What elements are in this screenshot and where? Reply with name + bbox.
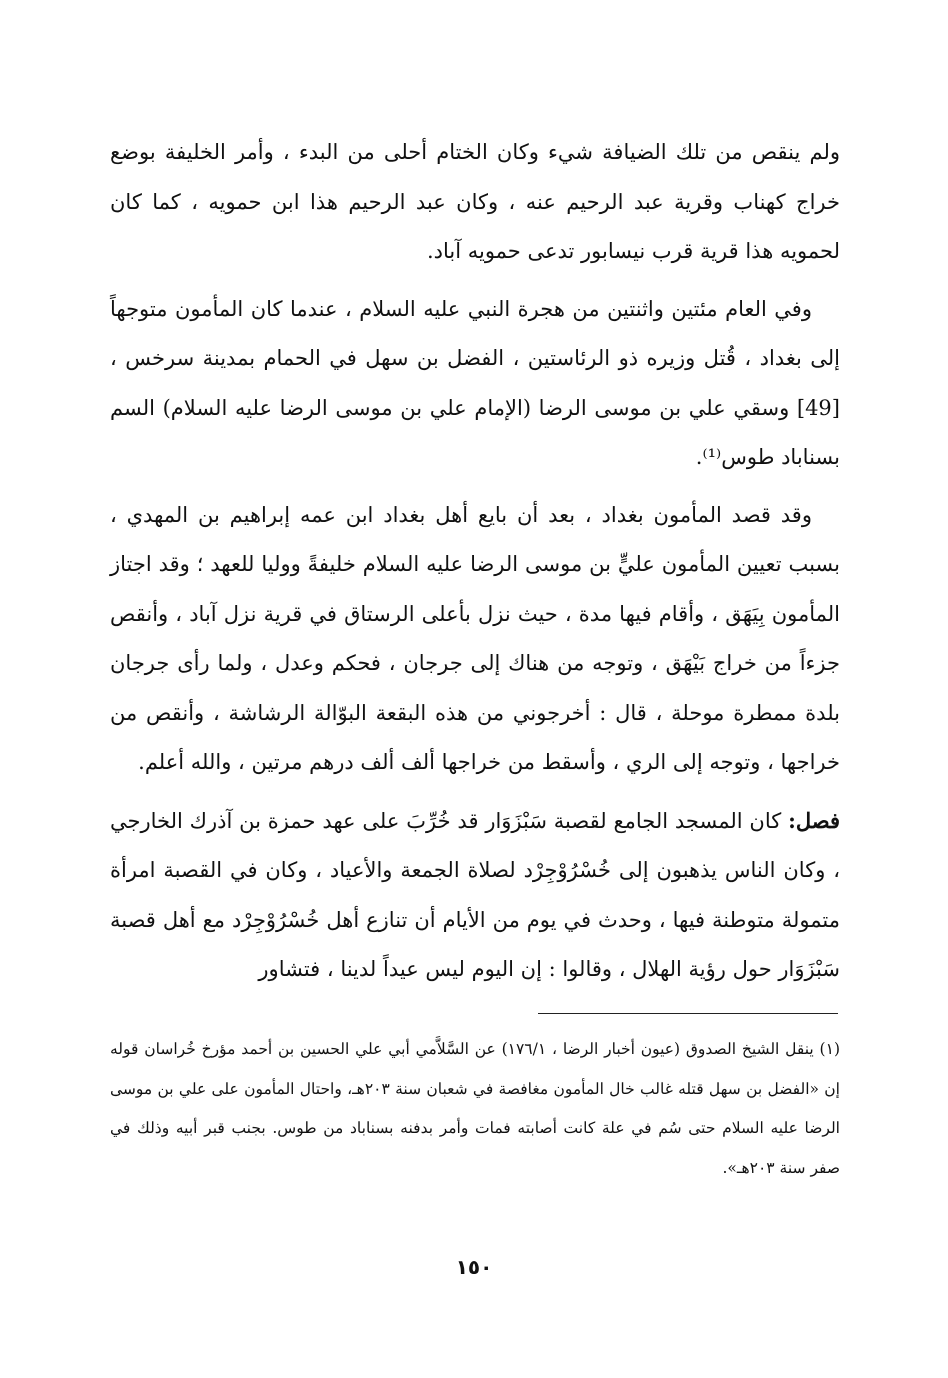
paragraph-3: وقد قصد المأمون بغداد ، بعد أن بايع أهل بغداد ابن عمه إبراهيم بن المهدي ، بسبب تعيين المأمون عليٍّ بن موسى الرضا عليه السلام خليفةً ووليا للعهد ؛ وقد اجتاز المأمون بِيَهَق ، وأقام فيها مدة ، حيث نزل بأعلى الرستاق في قرية نزل آباد ، وأنقص جزءاً من خراج بَيْهَق ، وتوجه من هناك إلى جرجان ، فحكم وعدل ، ولما رأى جرجان بلدة ممطرة موحلة ، قال : أخرجوني من هذه البقعة البوّالة الرشاشة ، وأنقص من خراجها ، وتوجه إلى الري ، وأسقط من خراجها ألف ألف درهم مرتين ، والله أعلم. <box>110 502 840 774</box>
footnote-divider <box>538 1013 838 1014</box>
paragraph-1: ولم ينقص من تلك الضيافة شيء وكان الختام أحلى من البدء ، وأمر الخليفة بوضع خراج كهناب وقرية عبد الرحيم عنه ، وكان عبد الرحيم هذا ابن حمويه ، كما كان لحمويه هذا قرية قرب نيسابور تدعى حمويه آباد. <box>110 140 840 263</box>
fasl-text: كان المسجد الجامع لقصبة سَبْزَوَار قد خُرِّبَ على عهد حمزة بن آذرك الخارجي ، وكان الناس يذهبون إلى خُسْرُوْجِرْد لصلاة الجمعة والأعياد ، وكان في القصبة امرأة متمولة متوطنة فيها ، وحدث في يوم من الأيام أن تنازع أهل خُسْرُوْجِرْد مع أهل قصبة سَبْزَوَار حول رؤية الهلال ، وقالوا : إن اليوم ليس عيداً لدينا ، فتشاور <box>110 808 840 981</box>
paragraph-2: وفي العام مئتين واثنتين من هجرة النبي عليه السلام ، عندما كان المأمون متوجهاً إلى بغداد ، قُتل وزيره ذو الرئاستين ، الفضل بن سهل في الحمام بمدينة سرخس ، [49] وسقي علي بن موسى الرضا (الإمام علي بن موسى الرضا عليه السلام) السم بسناباد طوس⁽¹⁾. <box>110 296 840 469</box>
fasl-label: فصل: <box>788 807 840 833</box>
paragraph-fasl <box>110 796 840 995</box>
footnote-1: (١) ينقل الشيخ الصدوق (عيون أخبار الرضا ، ١٧٦/١) عن السَّلاَّمي أبي علي الحسين بن أحمد مؤرخ خُراسان قوله إن «الفضل بن سهل قتله غالب خال المأمون مغافصة في شعبان سنة ٢٠٣هـ، واحتال المأمون على علي بن موسى الرضا عليه السلام حتى سُم في علة كانت أصابته فمات وأمر بدفنه بسناباد من طوس. بجنب قبر أبيه وذلك في صفر سنة ٢٠٣هـ». <box>110 1040 840 1177</box>
footnotes-block <box>110 1030 840 1188</box>
main-text-block <box>110 128 840 1003</box>
page-number: ١٥٠ <box>455 1255 493 1279</box>
